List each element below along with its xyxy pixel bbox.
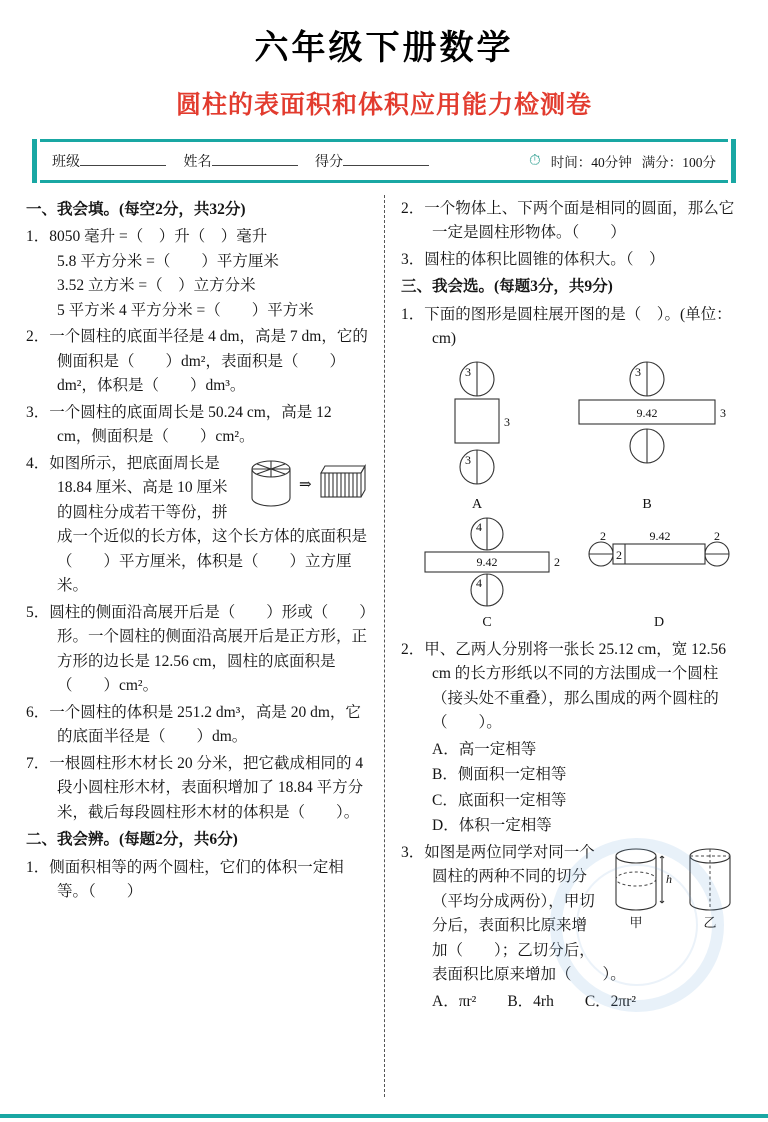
- option-c: C．底面积一定相等: [432, 791, 567, 809]
- q1-line2: 5.8 平方分米 =（ ）平方厘米: [57, 252, 279, 270]
- question-3-3: [401, 841, 742, 988]
- question-1-7: 7．一根圆柱形木材长 20 分米，把它截成相同的 4 段小圆柱形木材，表面积增加了 18.84 平方分米，截后每段圆柱形木材的体积是（ ）。: [26, 754, 364, 821]
- section3-title: 三、我会选。(每题3分，共9分): [401, 278, 613, 296]
- cylinder-cut-figure: [604, 843, 742, 939]
- question-2-3: 3．圆柱的体积比圆锥的体积大。（ ）: [401, 250, 665, 268]
- question-1-6: 6．一个圆柱的体积是 251.2 dm³，高是 20 dm，它的底面半径是（ ）dm。: [26, 703, 361, 746]
- fig-option-a-label: A: [471, 496, 482, 512]
- option-d: D．体积一定相等: [432, 817, 552, 835]
- bar-endcap-left: [32, 139, 37, 183]
- fig-option-c-label: C: [481, 614, 492, 630]
- score-label: 得分: [315, 155, 343, 170]
- fig-d-left-label: 2: [599, 528, 606, 543]
- fig-b-top-label: 3: [634, 364, 641, 379]
- class-blank: [80, 151, 166, 166]
- two-column-body: [26, 195, 742, 1097]
- fig-d-inner-label: 2: [615, 547, 622, 562]
- question-3-2: 2．甲、乙两人分别将一张长 25.12 cm，宽 12.56 cm 的长方形纸以不同的方法围成一个圆柱（接头处不重叠），那么围成的两个圆柱的（ ）。: [401, 640, 727, 732]
- fig-c-top-label: 4: [475, 519, 482, 534]
- question-1-4: [26, 452, 369, 599]
- student-fields: [52, 151, 429, 171]
- name-blank: [212, 151, 298, 166]
- section2-title: 二、我会辨。(每题2分，共6分): [26, 831, 238, 849]
- score-blank: [343, 151, 429, 166]
- page-subtitle: 圆柱的表面积和体积应用能力检测卷: [175, 92, 592, 119]
- option-a: A．高一定相等: [432, 740, 537, 758]
- section1-title: 一、我会填。(每空2分，共32分): [26, 201, 246, 218]
- question-2-1: 1．侧面积相等的两个圆柱，它们的体积一定相等。（ ）: [26, 858, 344, 901]
- question-3-2-options: [401, 738, 742, 839]
- question-3-1: 1．下面的图形是圆柱展开图的是（ ）。(单位：cm): [401, 305, 732, 348]
- full-score-label: 满分：100分: [641, 155, 716, 170]
- exam-meta: [529, 151, 716, 171]
- footer-rule: [0, 1114, 768, 1118]
- fig-c-bottom-label: 4: [475, 575, 482, 590]
- fig-c-rect-label: 9.42: [476, 554, 497, 569]
- bar-endcap-right: [731, 139, 736, 183]
- fig-cut-h-label: h: [666, 871, 672, 886]
- question-3-3-text: 3．如图是两位同学对同一个圆柱的两种不同的切分（平均分成两份），甲切分后，表面积比原来增加（ ）；乙切分后，表面积比原来增加（ ）。: [401, 843, 626, 984]
- expansion-options-figure: [407, 358, 737, 630]
- fig-cut-yi-label: 乙: [703, 914, 717, 930]
- fig-a-top-label: 3: [464, 364, 471, 379]
- option-b: B．侧面积一定相等: [432, 766, 567, 784]
- fig-cut-jia-label: 甲: [629, 914, 643, 930]
- fig-c-side-label: 2: [553, 554, 560, 569]
- fig-b-rect-label: 9.42: [636, 405, 657, 420]
- fig-b-side-label: 3: [719, 405, 726, 420]
- fig-option-d-label: D: [653, 614, 664, 630]
- cylinder-to-prism-figure: [243, 456, 369, 514]
- question-1-3: 3．一个圆柱的底面周长是 50.24 cm，高是 12 cm，侧面积是（ ）cm²。: [26, 403, 332, 446]
- fig-d-right-label: 2: [713, 528, 720, 543]
- fig-option-b-label: B: [641, 496, 652, 512]
- q1-line4: 5 平方米 4 平方分米 =（ ）平方米: [57, 301, 314, 319]
- q1-line3: 3.52 立方米 =（ ）立方分米: [57, 277, 256, 295]
- question-2-2: 2．一个物体上、下两个面是相同的圆面，那么它一定是圆柱形物体。（ ）: [401, 200, 735, 242]
- name-label: 姓名: [183, 155, 212, 170]
- question-1-5: 5．圆柱的侧面沿高展开后是（ ）形或（ ）形。一个圆柱的侧面沿高展开后是正方形，正方形的边长是 12.56 cm，圆柱的底面积是（ ）cm²。: [26, 603, 368, 695]
- info-bar: [40, 139, 728, 183]
- arrow-icon: ⇒: [299, 476, 312, 493]
- question-1-1: [26, 225, 369, 323]
- fig-a-bottom-label: 3: [464, 452, 471, 467]
- page-title: 六年级下册数学: [254, 30, 514, 67]
- clock-icon: ⏱: [529, 153, 541, 169]
- right-column: [384, 195, 742, 1097]
- time-label: 时间：40分钟: [550, 155, 632, 170]
- class-label: 班级: [52, 155, 80, 170]
- question-1-4-text: 4．如图所示，把底面周长是 18.84 厘米、高是 10 厘米的圆柱分成若干等份，拼成一个近似的长方体，这个长方体的底面积是（ ）平方厘米，体积是（ ）立方厘米。: [26, 454, 368, 595]
- fig-a-side-label: 3: [503, 414, 510, 429]
- question-3-3-options: A．πr² B．4rh C．2πr²: [432, 992, 637, 1010]
- q1-line1: 1．8050 毫升 =（ ）升（ ）毫升: [26, 228, 268, 246]
- left-column: [26, 195, 384, 1097]
- question-1-2: 2．一个圆柱的底面半径是 4 dm，高是 7 dm，它的侧面积是（ ）dm²，表面积是（ ）dm²，体积是（ ）dm³。: [26, 328, 368, 395]
- fig-d-rect-label: 9.42: [649, 528, 670, 543]
